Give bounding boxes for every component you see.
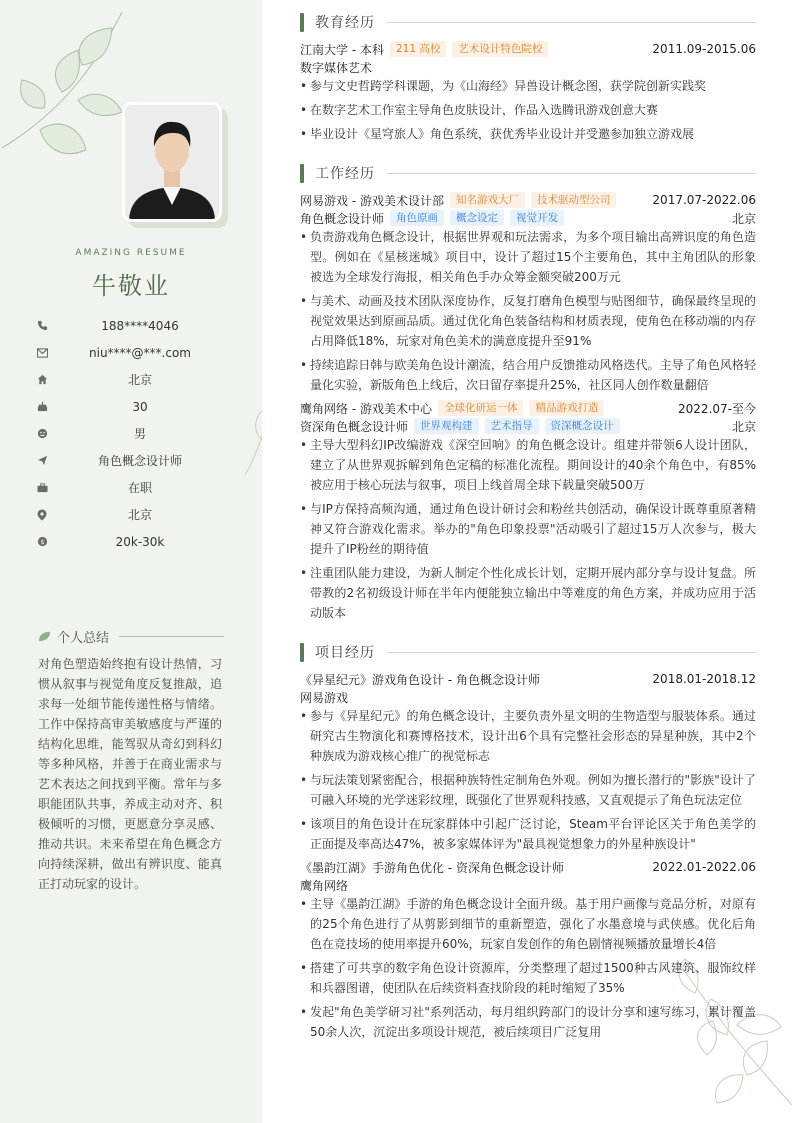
info-row-status: 在职 <box>36 474 232 501</box>
education-date: 2011.09-2015.06 <box>652 42 756 56</box>
summary-header <box>38 627 224 646</box>
contact-info-list <box>36 312 232 555</box>
info-row-phone: 188****4046 <box>36 312 232 339</box>
list-item: • 与玩法策划紧密配合，根据种族特性定制角色外观。例如为擅长潜行的"影族"设计了可融入环境的光学迷彩纹理，既强化了世界观科技感，又直观提示了角色玩法定位 <box>300 770 756 810</box>
project-org: 网易游戏 <box>300 690 349 705</box>
list-item: • 该项目的角色设计在玩家群体中引起广泛讨论，Steam平台评论区关于角色美学的正面提及率高达47%，被多家媒体评为"最具视觉想象力的外星种族设计" <box>300 814 756 854</box>
project-org-row <box>300 876 756 894</box>
job-role-row <box>300 209 756 227</box>
project-bullets <box>300 706 756 858</box>
summary-text: 对角色塑造始终抱有设计热情，习惯从叙事与视觉角度反复推敲，追求每一处细节能传递性格与情绪。工作中保持高审美敏感度与严谨的结构化思维，能驾驭从奇幻到科幻等多种风格，并善于在商业需求与艺术表达之间找到平衡。常年与多职能团队共事，养成主动对齐、积极倾听的习惯，更愿意分享灵感、推动共识。未来希望在角色概念方向持续深耕，做出有辨识度、能真正打动玩家的设计。 <box>38 657 222 891</box>
work-section-header <box>300 163 756 183</box>
education-bullets <box>300 76 756 148</box>
main-content <box>262 0 794 1123</box>
resume-tagline: AMAZING RESUME <box>75 248 187 258</box>
info-row-gender: 男 <box>36 420 232 447</box>
school-tag: 211 高校 <box>390 41 446 57</box>
list-item: • 搭建了可共享的数字角色设计资源库，分类整理了超过1500种古风建筑、服饰纹样和兵器图谱，使团队在后续资料查找阶段的耗时缩短了35% <box>300 958 756 998</box>
job-bullets <box>300 435 756 627</box>
info-row-target-city: 北京 <box>36 501 232 528</box>
role-tag: 视觉开发 <box>510 210 564 226</box>
list-item: • 毕业设计《星穹旅人》角色系统，获优秀毕业设计并受邀参加独立游戏展 <box>300 124 756 144</box>
education-major-row <box>300 58 756 76</box>
list-item: • 主导大型科幻IP改编游戏《深空回响》的角色概念设计。组建并带领6人设计团队，建立了从世界观拆解到角色定稿的标准化流程。期间设计的40余个角色中，有85%被应用于核心玩法与叙事，项目上线首周全球下载量突破500万 <box>300 435 756 495</box>
job-date: 2022.07-至今 <box>678 401 756 416</box>
major: 数字媒体艺术 <box>300 60 373 75</box>
project-name: 《异星纪元》游戏角色设计 - 角色概念设计师 <box>300 672 540 687</box>
role-tag: 艺术指导 <box>485 418 539 434</box>
education-title: 教育经历 <box>315 15 375 31</box>
projects-section-header <box>300 642 756 662</box>
info-row-email: niu****@***.com <box>36 339 232 366</box>
school-tag: 艺术设计特色院校 <box>452 41 548 57</box>
company-name: 网易游戏 - 游戏美术设计部 <box>300 193 444 208</box>
school-name: 江南大学 - 本科 <box>300 42 384 57</box>
info-row-age: 30 <box>36 393 232 420</box>
job-role: 角色概念设计师 <box>300 211 385 226</box>
photo-frame <box>122 102 222 222</box>
role-tag: 概念设定 <box>450 210 504 226</box>
sidebar <box>0 0 262 1123</box>
list-item: • 在数字艺术工作室主导角色皮肤设计，作品入选腾讯游戏创意大赛 <box>300 100 756 120</box>
project-bullets <box>300 894 756 1046</box>
leaf-icon <box>38 631 51 642</box>
company-tag: 精品游戏打造 <box>529 400 604 416</box>
project-name-row <box>300 670 756 688</box>
role-tag: 资深概念设计 <box>545 418 620 434</box>
job-city: 北京 <box>731 419 756 434</box>
project-org: 鹰角网络 <box>300 878 349 893</box>
education-school-row <box>300 40 756 58</box>
info-row-position: 角色概念设计师 <box>36 447 232 474</box>
education-section-header <box>300 12 756 32</box>
list-item: • 注重团队能力建设，为新人制定个性化成长计划，定期开展内部分享与设计复盘。所带教的2名初级设计师在半年内便能独立输出中等难度的角色方案，并成功应用于活动版本 <box>300 563 756 623</box>
company-tag: 全球化研运一体 <box>438 400 524 416</box>
summary-title: 个人总结 <box>57 631 110 646</box>
job-bullets <box>300 227 756 399</box>
job-company-row <box>300 399 756 417</box>
list-item: • 发起"角色美学研习社"系列活动，每月组织跨部门的设计分享和速写练习，累计覆盖50余人次，沉淀出多项设计规范，被后续项目广泛复用 <box>300 1002 756 1042</box>
job-date: 2017.07-2022.06 <box>652 193 756 207</box>
svg-text:$: $ <box>39 537 45 546</box>
project-date: 2018.01-2018.12 <box>652 672 756 686</box>
list-item: • 与IP方保持高频沟通，通过角色设计研讨会和粉丝共创活动，确保设计既尊重原著精神又符合游戏化需求。举办的"角色印象投票"活动吸引了超过15万人次参与，极大提升了IP粉丝的期待值 <box>300 499 756 559</box>
list-item: • 参与文史哲跨学科课题，为《山海经》异兽设计概念图，获学院创新实践奖 <box>300 76 756 96</box>
job-company-row <box>300 191 756 209</box>
list-item: • 负责游戏角色概念设计，根据世界观和玩法需求，为多个项目输出高辨识度的角色造型。例如在《星核迷城》项目中，设计了超过15个主要角色，其中主角团队的形象被选为全球发行海报，相关角色手办众筹金额突破200万元 <box>300 227 756 287</box>
job-role: 资深角色概念设计师 <box>300 419 409 434</box>
work-title: 工作经历 <box>315 166 375 182</box>
list-item: • 参与《异星纪元》的角色概念设计，主要负责外星文明的生物造型与服装体系。通过研究古生物演化和赛博格技术，设计出6个具有完整社会形态的异星种族，其中2个种族成为游戏核心推广的视觉标志 <box>300 706 756 766</box>
role-tag: 角色原画 <box>390 210 444 226</box>
company-name: 鹰角网络 - 游戏美术中心 <box>300 401 432 416</box>
company-tag: 技术驱动型公司 <box>531 192 617 208</box>
info-row-city: 北京 <box>36 366 232 393</box>
avatar <box>122 102 222 222</box>
job-city: 北京 <box>731 211 756 226</box>
info-row-salary: $ 20k-30k <box>36 528 232 555</box>
list-item: • 与美术、动画及技术团队深度协作，反复打磨角色模型与贴图细节，确保最终呈现的视觉效果达到原画品质。通过优化角色装备结构和材质表现，使角色在移动端的内存占用降低18%，玩家对角色美术的满意度提升至91% <box>300 291 756 351</box>
project-org-row <box>300 688 756 706</box>
job-role-row <box>300 417 756 435</box>
list-item: • 持续追踪日韩与欧美角色设计潮流，结合用户反馈推动风格迭代。主导了角色风格轻量化实验，新版角色上线后，次日留存率提升25%，社区同人创作数量翻倍 <box>300 355 756 395</box>
project-name-row <box>300 858 756 876</box>
candidate-name: 牛敬业 <box>92 272 170 300</box>
list-item: • 主导《墨韵江湖》手游的角色概念设计全面升级。基于用户画像与竞品分析，对原有的25个角色进行了从剪影到细节的重新塑造，强化了水墨意境与武侠感。优化后角色在竞技场的使用率提升60%，玩家自发创作的角色剧情视频播放量增长4倍 <box>300 894 756 954</box>
projects-title: 项目经历 <box>315 645 375 661</box>
project-name: 《墨韵江湖》手游角色优化 - 资深角色概念设计师 <box>300 860 564 875</box>
company-tag: 知名游戏大厂 <box>450 192 525 208</box>
project-date: 2022.01-2022.06 <box>652 860 756 874</box>
role-tag: 世界观构建 <box>414 418 479 434</box>
